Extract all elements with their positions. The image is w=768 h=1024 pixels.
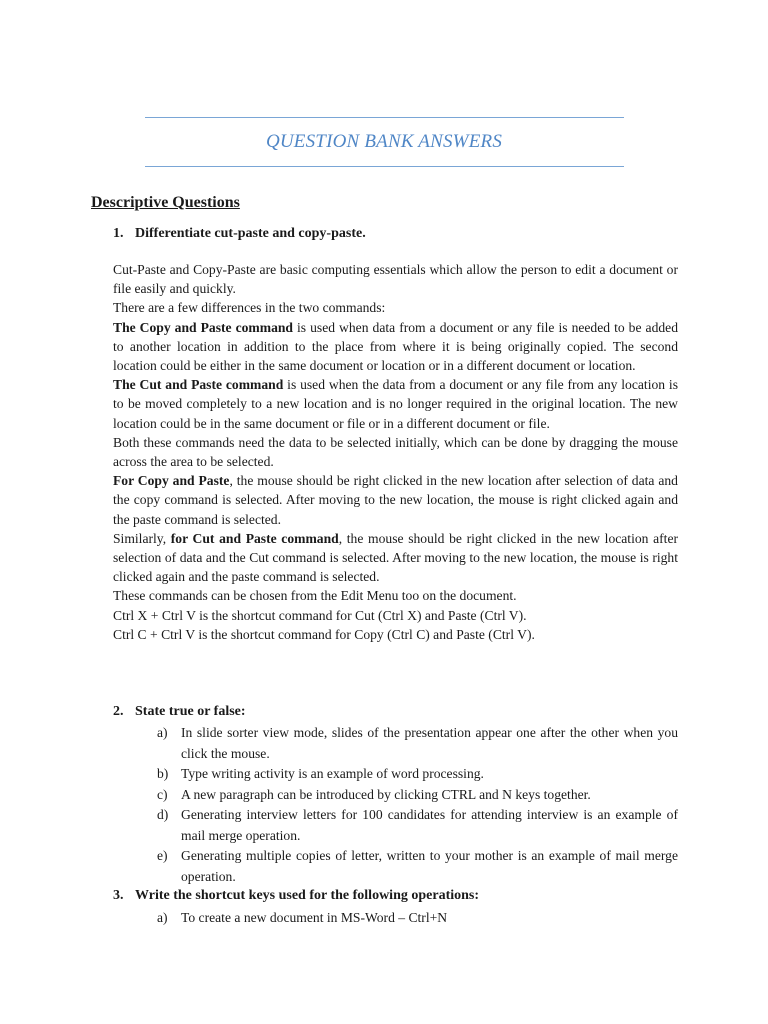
paragraph-text: Cut-Paste and Copy-Paste are basic computing essentials which allow the person to edit a document or file easily and quickly.	[113, 262, 678, 297]
paragraph-text: is used when data from a document or any file is needed to be added to another location in addition to the place from where it is being originally copied. The second location could be either in the same document or location or in a different document or location.	[113, 319, 678, 374]
answer-paragraph	[113, 375, 678, 433]
answer-paragraph	[113, 318, 678, 376]
item-text: Generating multiple copies of letter, written to your mother is an example of mail merge operation.	[181, 848, 678, 884]
item-text: A new paragraph can be introduced by clicking CTRL and N keys together.	[181, 786, 591, 802]
item-marker: c)	[157, 786, 168, 802]
item-marker: d)	[157, 807, 169, 822]
paragraph-text: Ctrl X + Ctrl V is the shortcut command for Cut (Ctrl X) and Paste (Ctrl V).	[113, 607, 527, 623]
answer-paragraph	[113, 298, 678, 317]
shortcut-list	[157, 908, 678, 929]
list-item	[157, 908, 678, 929]
list-item	[157, 846, 678, 887]
answer-paragraph	[113, 625, 678, 644]
answer-paragraph	[113, 586, 678, 605]
paragraph-text: Both these commands need the data to be selected initially, which can be done by dragging the mouse across the area to be selected.	[113, 434, 678, 470]
question-number: 2.	[113, 704, 124, 719]
paragraph-text: These commands can be chosen from the Edit Menu too on the document.	[113, 588, 517, 604]
question-text: Differentiate cut-paste and copy-paste.	[135, 226, 366, 241]
paragraph-text: Ctrl C + Ctrl V is the shortcut command for Copy (Ctrl C) and Paste (Ctrl V).	[113, 626, 535, 642]
item-marker: b)	[157, 766, 169, 781]
item-marker: a)	[157, 910, 168, 925]
item-text: Generating interview letters for 100 candidates for attending interview is an example of mail merge operation.	[181, 807, 678, 843]
item-text: To create a new document in MS-Word – Ctrl+N	[181, 910, 448, 925]
paragraph-text: , the mouse should be right clicked in the new location after selection of data and the copy command is selected. After moving to the new location, the mouse is right clicked again and the paste command is selected.	[113, 473, 678, 527]
item-marker: e)	[157, 848, 168, 863]
bold-term: For Copy and Paste	[113, 473, 230, 489]
item-text: Type writing activity is an example of word processing.	[181, 766, 484, 781]
page-title: QUESTION BANK ANSWERS	[265, 131, 503, 152]
answer-1	[113, 260, 678, 644]
list-item	[157, 805, 678, 846]
list-item	[157, 723, 678, 764]
question-1	[113, 226, 366, 242]
question-3	[113, 888, 479, 904]
paragraph-text: Similarly,	[113, 530, 171, 546]
paragraph-text: is used when the data from a document or any file from any location is to be moved completely to a new location and is no longer required in the original location. The new location could be in the same document or file or in a different document or file.	[113, 377, 679, 431]
list-item	[157, 785, 678, 806]
answer-paragraph	[113, 471, 678, 529]
answer-paragraph	[113, 529, 678, 587]
bold-term: for Cut and Paste command	[170, 530, 339, 546]
paragraph-text: There are a few differences in the two commands:	[113, 300, 386, 316]
answer-paragraph	[113, 606, 678, 625]
answer-paragraph	[113, 433, 678, 471]
question-number: 3.	[113, 888, 124, 903]
question-number: 1.	[113, 226, 124, 241]
answer-paragraph	[113, 260, 678, 298]
question-text: Write the shortcut keys used for the following operations:	[135, 888, 480, 903]
true-false-list	[157, 723, 678, 887]
item-marker: a)	[157, 725, 168, 740]
list-item	[157, 764, 678, 785]
paragraph-text: , the mouse should be right clicked in the new location after selection of data and the Cut command is selected. After moving to the new location, the mouse is right clicked again and the paste command is selected.	[113, 530, 679, 585]
item-text: In slide sorter view mode, slides of the presentation appear one after the other when you click the mouse.	[181, 725, 678, 761]
question-text: State true or false:	[135, 704, 246, 719]
question-2	[113, 704, 246, 720]
bold-term: The Copy and Paste command	[113, 319, 293, 335]
top-rule	[145, 117, 624, 118]
bottom-rule	[145, 166, 624, 167]
section-heading: Descriptive Questions	[91, 194, 240, 211]
bold-term: The Cut and Paste command	[113, 377, 284, 393]
